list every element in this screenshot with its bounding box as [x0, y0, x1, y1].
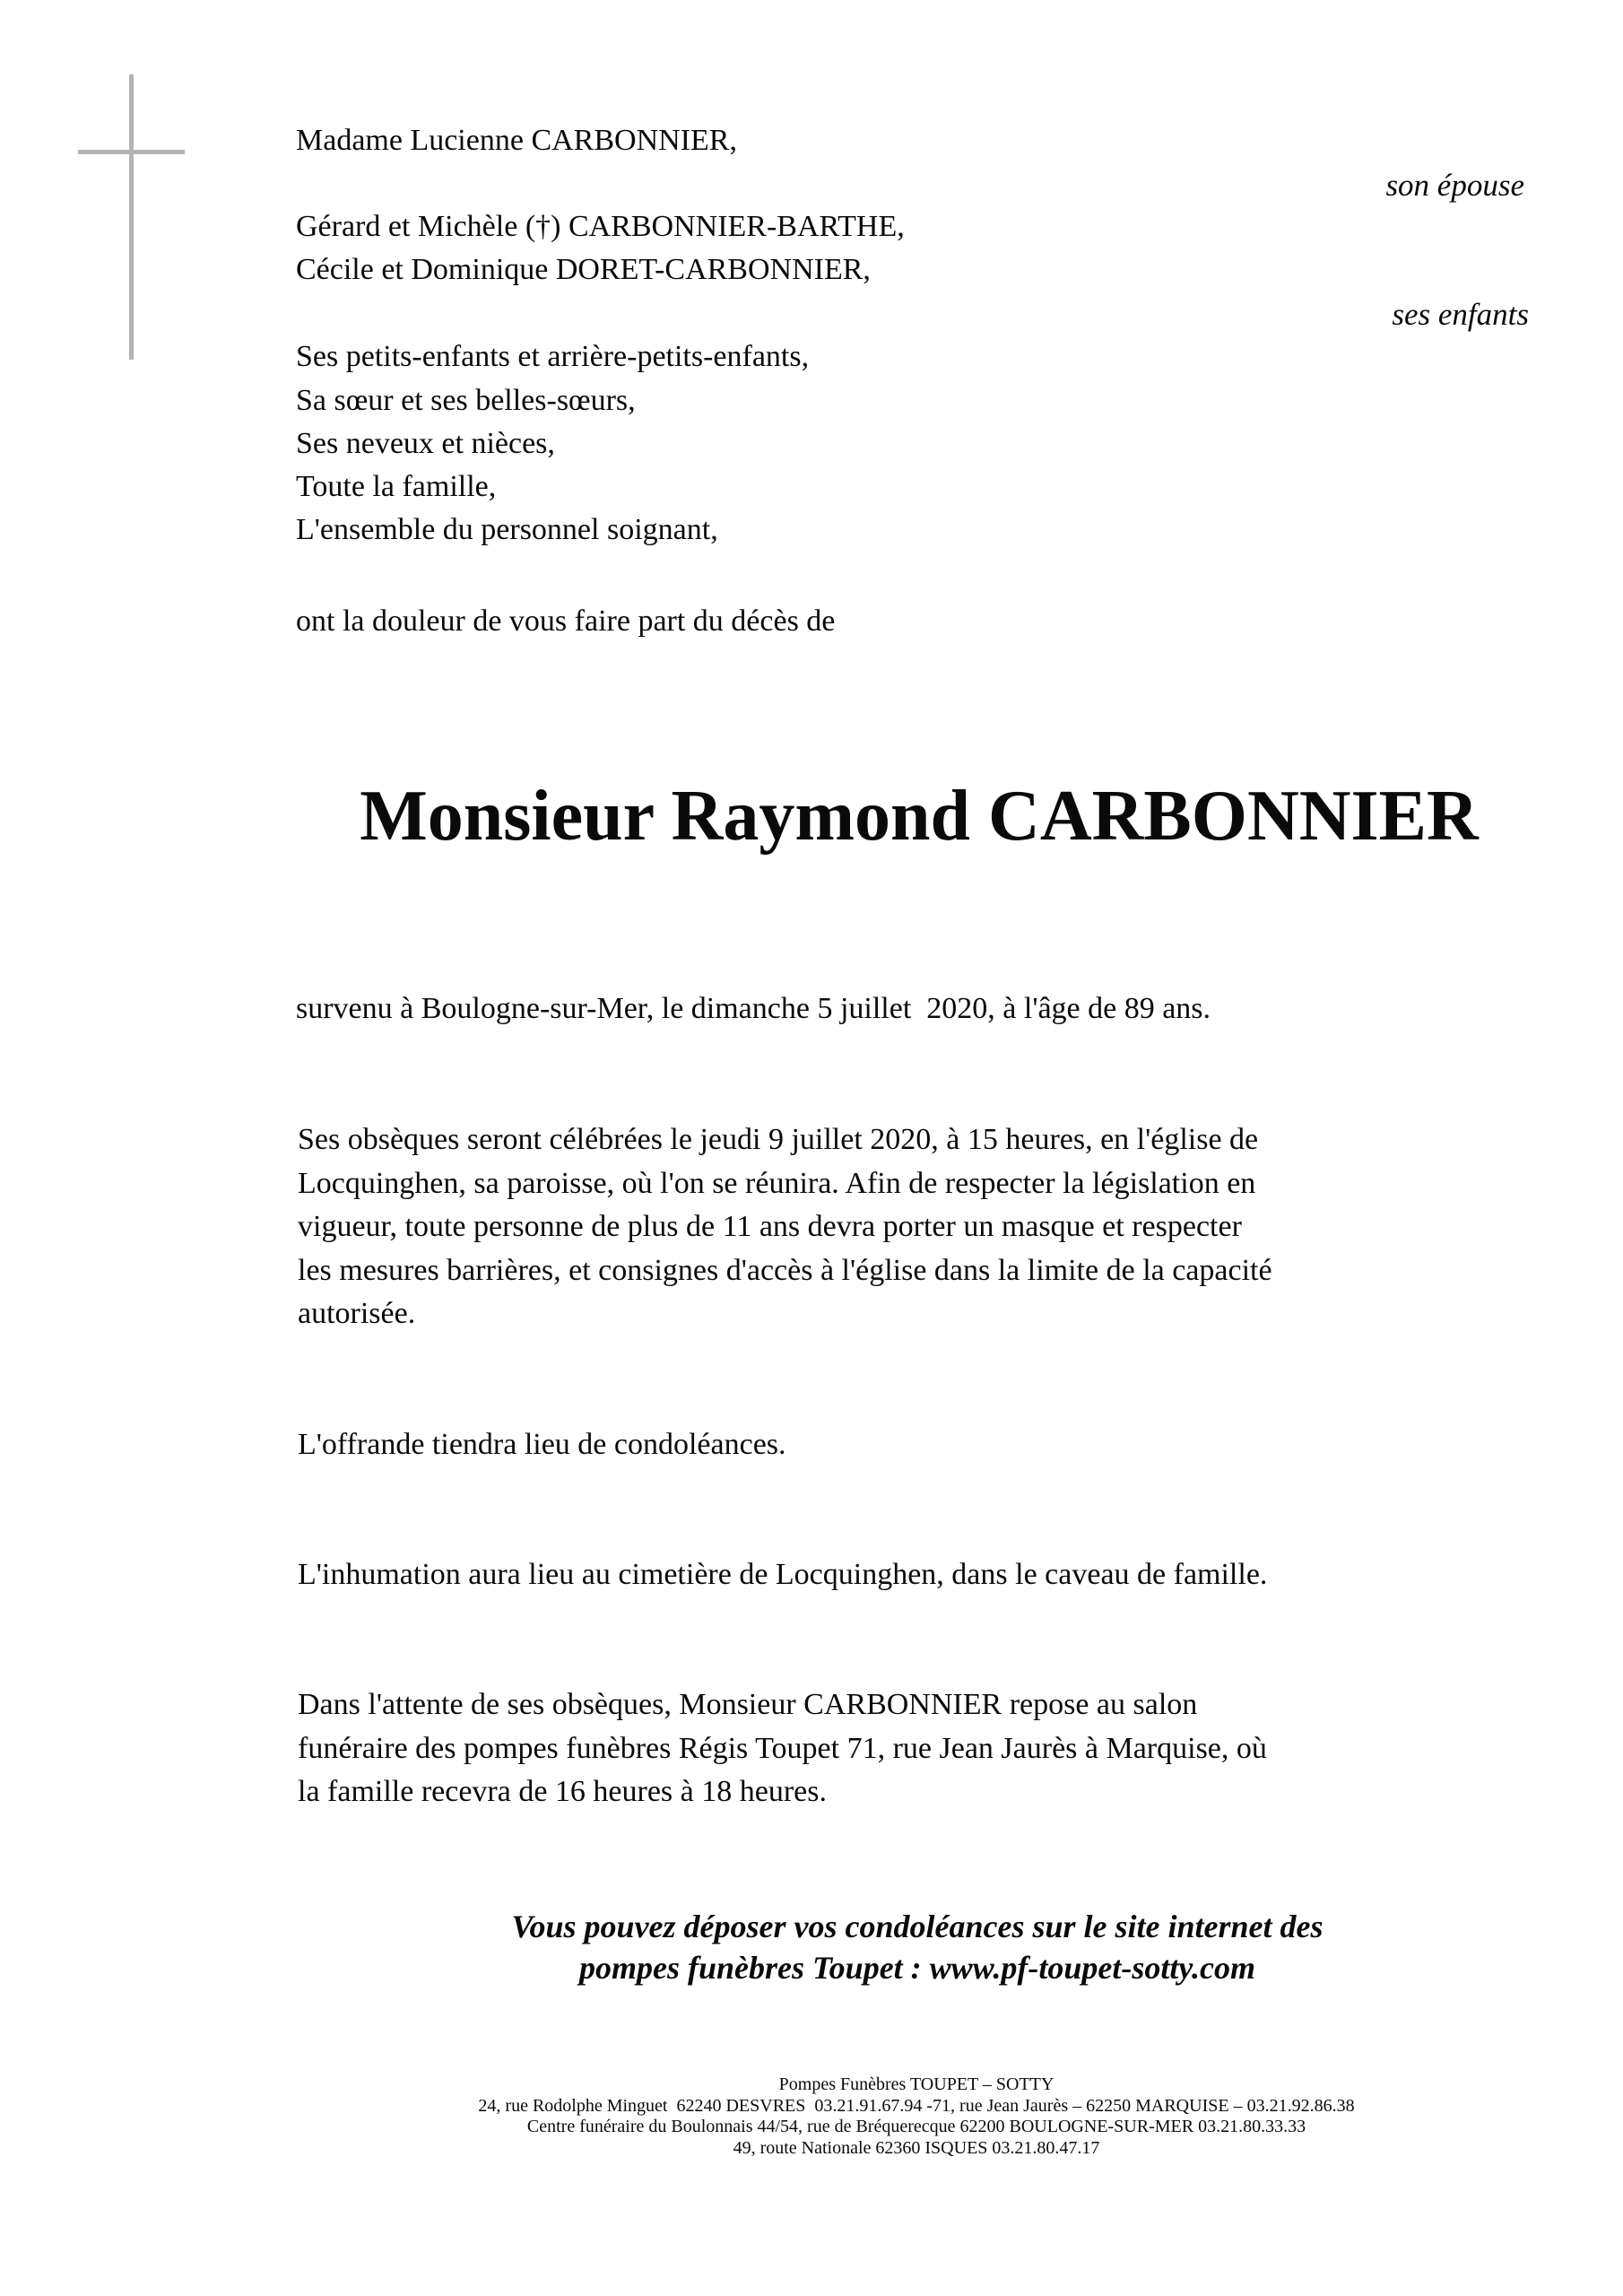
- viewing-paragraph: [298, 1683, 1535, 1814]
- condolences-website-line: pompes funèbres Toupet : www.pf-toupet-sotty.com: [579, 1950, 1255, 1986]
- paragraph-line: la famille recevra de 16 heures à 18 heures.: [298, 1775, 827, 1808]
- children-relation-label: ses enfants: [1392, 297, 1529, 332]
- burial-text: L'inhumation aura lieu au cimetière de Locquinghen, dans le caveau de famille.: [298, 1558, 1268, 1591]
- paragraph-line: vigueur, toute personne de plus de 11 ans devra porter un masque et respecter: [298, 1210, 1242, 1243]
- footer-address-line: Centre funéraire du Boulonnais 44/54, rue de Bréquerecque 62200 BOULOGNE-SUR-MER 03.21.80.33.33: [526, 2117, 1306, 2136]
- condolences-line: Vous pouvez déposer vos condoléances sur le site internet des: [511, 1909, 1324, 1944]
- relative-line: L'ensemble du personnel soignant,: [296, 513, 718, 546]
- cross-horizontal-bar: [78, 150, 185, 154]
- footer-address-line: 24, rue Rodolphe Minguet 62240 DESVRES 03.21.91.67.94 -71, rue Jean Jaurès – 62250 MARQUISE – 03.21.92.86.38: [478, 2095, 1355, 2116]
- child-line: Gérard et Michèle (†) CARBONNIER-BARTHE,: [296, 210, 905, 243]
- death-details-text: survenu à Boulogne-sur-Mer, le dimanche 5 juillet 2020, à l'âge de 89 ans.: [296, 992, 1211, 1025]
- paragraph-line: Ses obsèques seront célébrées le jeudi 9 juillet 2020, à 15 heures, en l'église de: [298, 1123, 1259, 1156]
- paragraph-line: funéraire des pompes funèbres Régis Toupet 71, rue Jean Jaurès à Marquise, où: [298, 1731, 1267, 1765]
- spouse-relation-label: son épouse: [1385, 168, 1524, 203]
- relative-line: Toute la famille,: [296, 470, 497, 503]
- relative-line: Ses neveux et nièces,: [296, 427, 555, 460]
- relative-line: Ses petits-enfants et arrière-petits-enfants,: [296, 340, 810, 373]
- cross-vertical-bar: [129, 74, 134, 360]
- funeral-paragraph: [298, 1118, 1535, 1336]
- paragraph-line: Locquinghen, sa paroisse, où l'on se réunira. Afin de respecter la législation en: [298, 1166, 1256, 1200]
- paragraph-line: autorisée.: [298, 1297, 416, 1330]
- footer-company-name: Pompes Funèbres TOUPET – SOTTY: [778, 2074, 1055, 2094]
- relative-line: Sa sœur et ses belles-sœurs,: [296, 384, 636, 417]
- paragraph-line: Dans l'attente de ses obsèques, Monsieur CARBONNIER repose au salon: [298, 1688, 1198, 1721]
- footer-address-line: 49, route Nationale 62360 ISQUES 03.21.80.47.17: [733, 2137, 1100, 2158]
- child-line: Cécile et Dominique DORET-CARBONNIER,: [296, 253, 871, 286]
- funeral-home-footer: [0, 2074, 1623, 2159]
- offering-text: L'offrande tiendra lieu de condoléances.: [298, 1428, 786, 1461]
- announcement-text: ont la douleur de vous faire part du décès de: [296, 604, 836, 638]
- condolences-note: [0, 1906, 1623, 1988]
- spouse-line: Madame Lucienne CARBONNIER,: [296, 124, 737, 157]
- paragraph-line: les mesures barrières, et consignes d'accès à l'église dans la limite de la capacité: [298, 1253, 1272, 1287]
- deceased-name-heading: Monsieur Raymond CARBONNIER: [360, 777, 1479, 856]
